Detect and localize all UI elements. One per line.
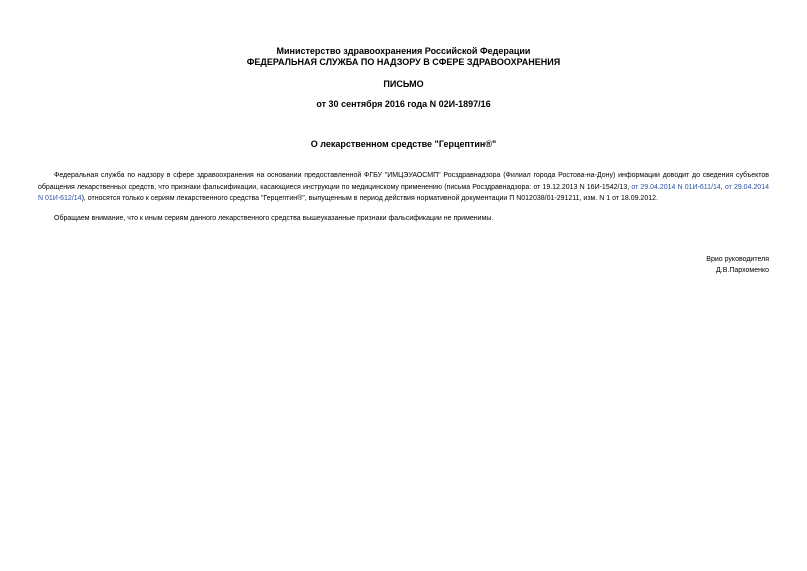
paragraph-separator: ,	[720, 183, 725, 191]
letter-link-611[interactable]: от 29.04.2014 N 01И-611/14	[631, 183, 721, 191]
document-body	[38, 170, 769, 232]
body-paragraph-1	[38, 170, 769, 205]
document-subject: О лекарственном средстве "Герцептин®"	[310, 139, 497, 149]
signatory-name: Д.В.Пархоменко	[716, 267, 769, 274]
signatory-position: Врио руководителя	[706, 256, 769, 263]
paragraph-text: ), относятся только к сериям лекарственного средства "Герцептин®", выпущенным в период действия нормативной документации П N012038/01-291211, изм. N 1 от 18.09.2012.	[81, 195, 658, 202]
document-date-number: от 30 сентября 2016 года N 02И-1897/16	[316, 99, 491, 109]
letter-link-612[interactable]: от 29.04.2014 N 01И-612/14	[38, 183, 769, 202]
signature-block	[706, 254, 769, 276]
document-header	[0, 46, 807, 68]
document-type: ПИСЬМО	[383, 79, 424, 89]
service-name: ФЕДЕРАЛЬНАЯ СЛУЖБА ПО НАДЗОРУ В СФЕРЕ ЗДРАВООХРАНЕНИЯ	[246, 57, 561, 67]
body-paragraph-2: Обращаем внимание, что к иным сериям данного лекарственного средства вышеуказанные признаки фальсификации не применимы.	[54, 214, 494, 222]
paragraph-text: Федеральная служба по надзору в сфере здравоохранения на основании предоставленной ФГБУ "ИМЦЭУАОСМП" Росздравнадзора (Филиал города Ростова-на-Дону) информации доводит до сведения субъектов обращения лекарственных средств, что признаки фальсификации, касающиеся инструкции по медицинскому применению (письма Росздравнадзора: от 19.12.2013 N 16И-1542/13,	[38, 172, 769, 191]
ministry-name: Министерство здравоохранения Российской Федерации	[276, 46, 531, 56]
